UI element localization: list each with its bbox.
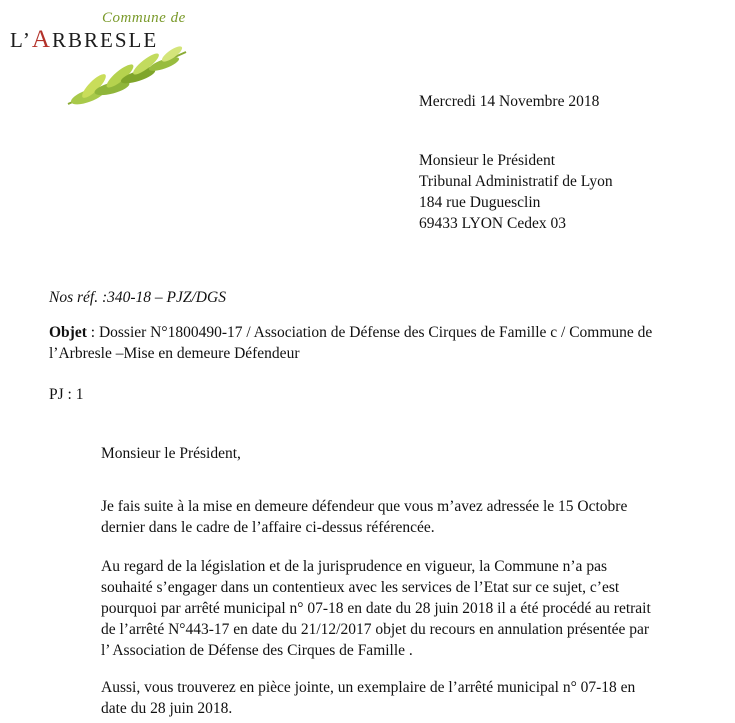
recipient-line: 184 rue Duguesclin: [419, 194, 541, 211]
logo-initial: A: [31, 26, 52, 53]
commune-logo: [0, 0, 260, 110]
subject-block: [49, 322, 652, 364]
recipient-line: Tribunal Administratif de Lyon: [419, 173, 613, 190]
subject-line-2: l’Arbresle –Mise en demeure Défendeur: [49, 345, 300, 362]
logo-rest: RBRESLE: [51, 28, 159, 52]
salutation: Monsieur le Président,: [101, 445, 241, 462]
recipient-address: [419, 150, 613, 234]
paragraph-line: de l’arrêté N°443-17 en date du 21/12/2017 objet du recours en annulation présentée par: [101, 621, 650, 638]
body-paragraph-1: [101, 496, 701, 538]
attachments-count: PJ : 1: [49, 386, 84, 403]
reference-line: Nos réf. :340-18 – PJZ/DGS: [49, 289, 226, 306]
logo-subtitle: Commune de: [102, 10, 186, 26]
paragraph-line: Je fais suite à la mise en demeure défendeur que vous m’avez adressée le 15 Octobre: [101, 498, 628, 515]
paragraph-line: pourquoi par arrêté municipal n° 07-18 en date du 28 juin 2018 il a été procédé au retrait: [101, 600, 651, 617]
paragraph-line: souhaité s’engager dans un contentieux avec les services de l’Etat sur ce sujet, c’est: [101, 579, 620, 596]
logo-prefix: L’: [10, 28, 32, 52]
paragraph-line: date du 28 juin 2018.: [101, 700, 233, 717]
paragraph-line: Aussi, vous trouverez en pièce jointe, un exemplaire de l’arrêté municipal n° 07-18 en: [101, 679, 636, 696]
subject-line-1: [49, 322, 652, 343]
olive-branch-icon: [60, 46, 190, 108]
letter-date: Mercredi 14 Novembre 2018: [419, 93, 600, 110]
paragraph-line: l’ Association de Défense des Cirques de Famille .: [101, 642, 413, 659]
body-paragraph-3: [101, 677, 701, 719]
body-paragraph-2: [101, 556, 701, 661]
paragraph-line: Au regard de la législation et de la jurisprudence en vigueur, la Commune n’a pas: [101, 558, 607, 575]
recipient-line: Monsieur le Président: [419, 152, 556, 169]
paragraph-line: dernier dans le cadre de l’affaire ci-dessus référencée.: [101, 519, 435, 536]
recipient-line: 69433 LYON Cedex 03: [419, 215, 566, 232]
subject-text: : Dossier N°1800490-17 / Association de Défense des Cirques de Famille c / Commune de: [86, 324, 653, 341]
subject-label: Objet: [49, 324, 87, 341]
